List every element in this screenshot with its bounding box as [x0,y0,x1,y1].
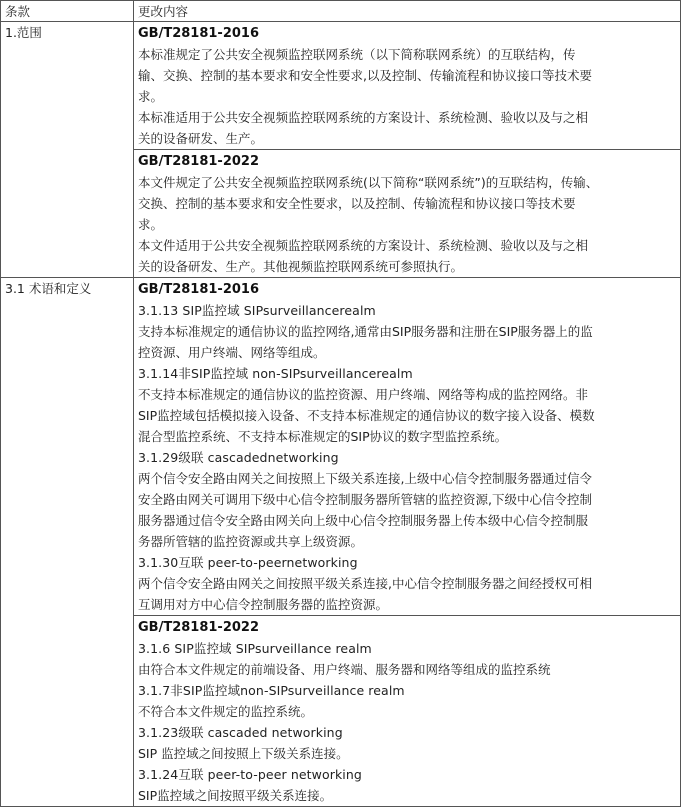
text-line: 交换、控制的基本要求和安全性要求，以及控制、传输流程和协议接口等技术要 [138,196,576,211]
text-line: 支持本标准规定的通信协议的监控网络,通常由SIP服务器和注册在SIP服务器上的监 [138,324,593,339]
text-line: 控资源、用户终端、网络等组成。 [138,345,326,360]
text-line: SIP 监控域之间按照上下级关系连接。 [138,746,349,761]
text-line: 本标准规定了公共安全视频监控联网系统（以下简称联网系统）的互联结构，传 [138,47,576,62]
term-heading: 3.1.6 SIP监控域 SIPsurveillance realm [138,641,372,656]
version-label: GB/T28181-2016 [138,26,259,41]
text-line: SIP监控域之间按照平级关系连接。 [138,788,333,803]
text-line: 安全路由网关可调用下级中心信令控制服务器所管辖的监控资源,下级中心信令控制 [138,492,592,507]
text-line: 由符合本文件规定的前端设备、用户终端、服务器和网络等组成的监控系统 [138,662,551,677]
clause-cell-scope: 1.范围 [1,22,134,278]
table-row-terms-2016 [1,278,681,616]
text-line: 服务器通过信令安全路由网关向上级中心信令控制服务器上传本级中心信令控制服 [138,513,589,528]
term-heading: 3.1.29级联 cascadednetworking [138,450,339,465]
text-line: 混合型监控系统、不支持本标准规定的SIP协议的数字型监控系统。 [138,429,508,444]
version-label: GB/T28181-2022 [138,154,259,169]
version-label: GB/T28181-2022 [138,620,259,635]
text-line: 务器所管辖的监控资源或共享上级资源。 [138,534,364,549]
text-line: 关的设备研发、生产。其他视频监控联网系统可参照执行。 [138,259,464,274]
content-cell [134,150,681,278]
term-heading: 3.1.14非SIP监控域 non-SIPsurveillancerealm [138,366,413,381]
text-line: 求。 [138,89,164,104]
content-cell [134,616,681,807]
term-heading: 3.1.7非SIP监控域non-SIPsurveillance realm [138,683,405,698]
term-heading: 3.1.24互联 peer-to-peer networking [138,767,362,782]
text-line: 两个信令安全路由网关之间按照上下级关系连接,上级中心信令控制服务器通过信令 [138,471,592,486]
version-label: GB/T28181-2016 [138,282,259,297]
text-line: 不支持本标准规定的通信协议的监控资源、用户终端、网络等构成的监控网络。非 [138,387,589,402]
column-header-clause: 条款 [1,1,134,22]
text-line: 两个信令安全路由网关之间按照平级关系连接,中心信令控制服务器之间经授权可相 [138,576,592,591]
text-line: SIP监控域包括模拟接入设备、不支持本标准规定的通信协议的数字接入设备、模数 [138,408,595,423]
text-line: 输、交换、控制的基本要求和安全性要求,以及控制、传输流程和协议接口等技术要 [138,68,592,83]
text-line: 本文件适用于公共安全视频监控联网系统的方案设计、系统检测、验收以及与之相 [138,238,589,253]
table-row-scope-2016 [1,22,681,150]
column-header-changes: 更改内容 [134,1,681,22]
text-line: 本标准适用于公共安全视频监控联网系统的方案设计、系统检测、验收以及与之相 [138,110,589,125]
text-line: 求。 [138,217,164,232]
term-heading: 3.1.30互联 peer-to-peernetworking [138,555,358,570]
text-line: 关的设备研发、生产。 [138,131,264,146]
content-cell [134,278,681,616]
clause-cell-terms: 3.1 术语和定义 [1,278,134,807]
term-heading: 3.1.23级联 cascaded networking [138,725,343,740]
text-line: 本文件规定了公共安全视频监控联网系统(以下简称“联网系统”)的互联结构，传输、 [138,175,599,190]
text-line: 不符合本文件规定的监控系统。 [138,704,314,719]
term-heading: 3.1.13 SIP监控域 SIPsurveillancerealm [138,303,376,318]
content-cell [134,22,681,150]
text-line: 互调用对方中心信令控制服务器的监控资源。 [138,597,389,612]
header-row [1,1,681,22]
